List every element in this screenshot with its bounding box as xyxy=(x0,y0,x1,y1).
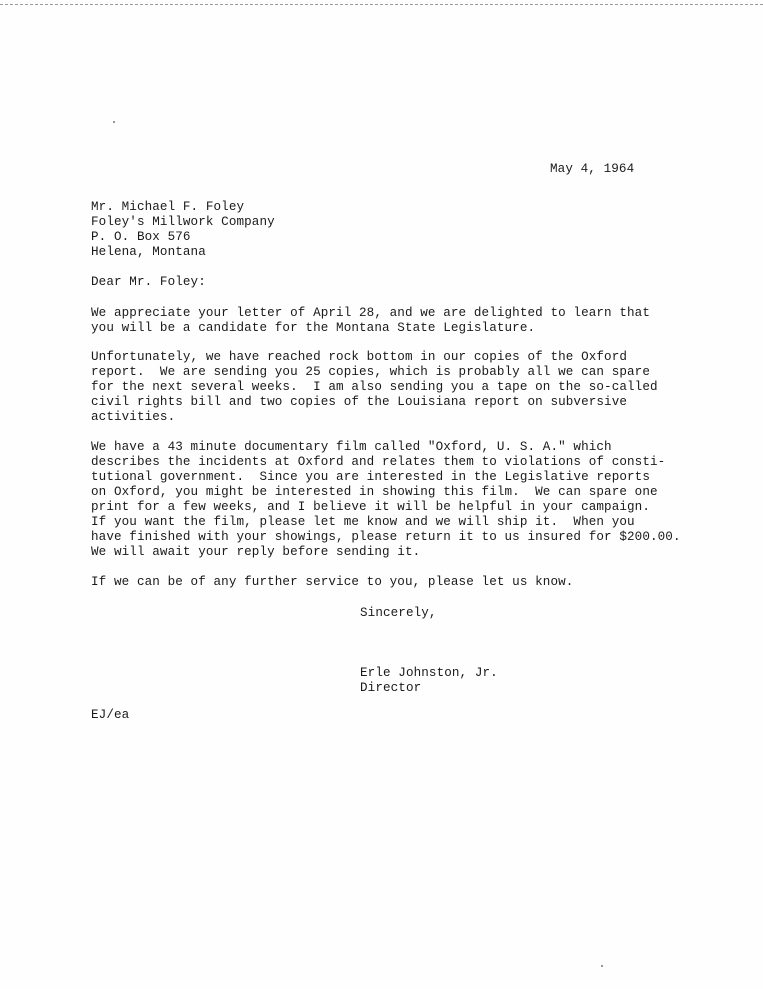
recipient-city: Helena, Montana xyxy=(91,245,206,259)
paragraph-2-line: report. We are sending you 25 copies, which is probably all we can spare xyxy=(91,365,650,379)
paragraph-2-line: for the next several weeks. I am also sending you a tape on the so-called xyxy=(91,380,658,394)
paragraph-2-line: activities. xyxy=(91,410,176,424)
recipient-company: Foley's Millwork Company xyxy=(91,215,275,229)
page-top-edge xyxy=(0,4,763,5)
paragraph-3-line: print for a few weeks, and I believe it will be helpful in your campaign. xyxy=(91,500,650,514)
recipient-box: P. O. Box 576 xyxy=(91,230,191,244)
paragraph-1-line: We appreciate your letter of April 28, and we are delighted to learn that xyxy=(91,306,650,320)
signer-title: Director xyxy=(360,681,422,695)
paragraph-3-line: tutional government. Since you are interested in the Legislative reports xyxy=(91,470,650,484)
signer-name: Erle Johnston, Jr. xyxy=(360,666,498,680)
scan-speck xyxy=(601,965,603,967)
paragraph-4-line: If we can be of any further service to you, please let us know. xyxy=(91,575,574,589)
closing: Sincerely, xyxy=(360,606,437,620)
letter-date: May 4, 1964 xyxy=(550,162,635,176)
paragraph-1-line: you will be a candidate for the Montana State Legislature. xyxy=(91,321,536,335)
paragraph-3-line: on Oxford, you might be interested in showing this film. We can spare one xyxy=(91,485,658,499)
salutation: Dear Mr. Foley: xyxy=(91,275,206,289)
typist-initials: EJ/ea xyxy=(91,708,130,722)
paragraph-2-line: Unfortunately, we have reached rock bottom in our copies of the Oxford xyxy=(91,350,628,364)
paragraph-3-line: If you want the film, please let me know and we will ship it. When you xyxy=(91,515,635,529)
recipient-name: Mr. Michael F. Foley xyxy=(91,200,245,214)
paragraph-2-line: civil rights bill and two copies of the Louisiana report on subversive xyxy=(91,395,628,409)
paragraph-3-line: have finished with your showings, please return it to us insured for $200.00. xyxy=(91,530,681,544)
scan-speck xyxy=(113,121,115,123)
paragraph-3-line: We will await your reply before sending it. xyxy=(91,545,421,559)
paragraph-3-line: We have a 43 minute documentary film called "Oxford, U. S. A." which xyxy=(91,440,612,454)
paragraph-3-line: describes the incidents at Oxford and relates them to violations of consti- xyxy=(91,455,666,469)
